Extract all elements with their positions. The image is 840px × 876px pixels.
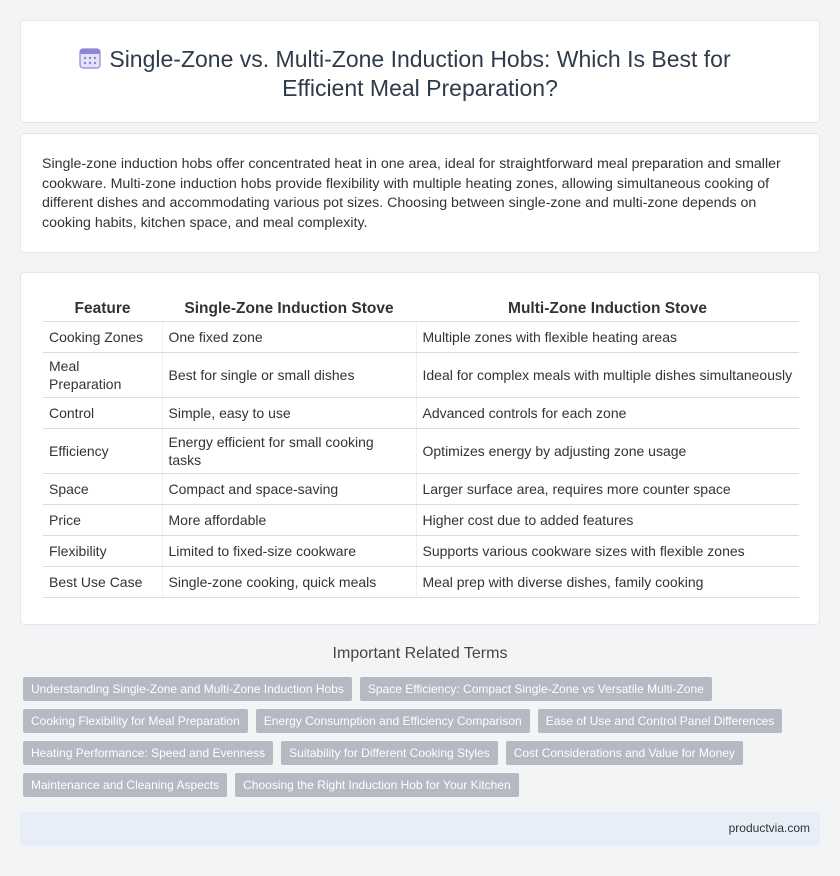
related-term-tag[interactable]: Heating Performance: Speed and Evenness (23, 741, 273, 765)
cell-multi-zone: Meal prep with diverse dishes, family cooking (416, 566, 799, 597)
related-term-tag[interactable]: Cost Considerations and Value for Money (506, 741, 743, 765)
cell-single-zone: More affordable (162, 504, 416, 535)
related-term-tag[interactable]: Space Efficiency: Compact Single-Zone vs Versatile Multi-Zone (360, 677, 712, 701)
header-feature: Feature (43, 295, 162, 321)
footer-site-link[interactable]: productvia.com (728, 821, 810, 835)
footer (20, 812, 820, 846)
comparison-table-card (20, 272, 820, 625)
related-term-tag[interactable]: Choosing the Right Induction Hob for Your Kitchen (235, 773, 519, 797)
cell-feature: Price (43, 504, 162, 535)
title-card (20, 20, 820, 123)
related-term-tag[interactable]: Understanding Single-Zone and Multi-Zone Induction Hobs (23, 677, 352, 701)
tag-row (23, 773, 823, 797)
cell-multi-zone: Multiple zones with flexible heating areas (416, 321, 799, 352)
cell-multi-zone: Supports various cookware sizes with flexible zones (416, 535, 799, 566)
cell-feature: Flexibility (43, 535, 162, 566)
table-row (43, 352, 799, 397)
cell-feature: Meal Preparation (43, 352, 162, 397)
cell-single-zone: One fixed zone (162, 321, 416, 352)
cell-single-zone: Single-zone cooking, quick meals (162, 566, 416, 597)
page-title: Single-Zone vs. Multi-Zone Induction Hobs: Which Is Best for Efficient Meal Preparation? (109, 46, 731, 101)
cell-single-zone: Energy efficient for small cooking tasks (162, 428, 416, 473)
related-term-tag[interactable]: Suitability for Different Cooking Styles (281, 741, 498, 765)
cell-multi-zone: Optimizes energy by adjusting zone usage (416, 428, 799, 473)
cell-multi-zone: Larger surface area, requires more counter space (416, 473, 799, 504)
cell-feature: Control (43, 397, 162, 428)
header-multi-zone: Multi-Zone Induction Stove (416, 295, 799, 321)
related-term-tag[interactable]: Energy Consumption and Efficiency Comparison (256, 709, 530, 733)
header-single-zone: Single-Zone Induction Stove (162, 295, 416, 321)
table-header-row (43, 295, 799, 321)
comparison-table (43, 295, 799, 598)
tag-row (23, 741, 823, 765)
related-terms-title: Important Related Terms (332, 645, 508, 662)
table-row (43, 321, 799, 352)
table-row (43, 504, 799, 535)
table-row (43, 566, 799, 597)
tag-row (23, 677, 823, 701)
cell-single-zone: Simple, easy to use (162, 397, 416, 428)
cell-multi-zone: Advanced controls for each zone (416, 397, 799, 428)
cell-feature: Best Use Case (43, 566, 162, 597)
related-term-tag[interactable]: Cooking Flexibility for Meal Preparation (23, 709, 248, 733)
table-row (43, 397, 799, 428)
related-term-tag[interactable]: Maintenance and Cleaning Aspects (23, 773, 227, 797)
table-row (43, 535, 799, 566)
related-terms-tags (23, 677, 823, 805)
cell-feature: Space (43, 473, 162, 504)
tag-row (23, 709, 823, 733)
cell-multi-zone: Ideal for complex meals with multiple dishes simultaneously (416, 352, 799, 397)
cell-single-zone: Limited to fixed-size cookware (162, 535, 416, 566)
cell-multi-zone: Higher cost due to added features (416, 504, 799, 535)
intro-card (20, 133, 820, 253)
table-row (43, 428, 799, 473)
intro-paragraph: Single-zone induction hobs offer concentrated heat in one area, ideal for straightforward meal preparation and smaller cookware. Multi-zone induction hobs provide flexibility with multiple heating zones, allowing simultaneous cooking of different dishes and accommodating various pot sizes. Choosing between single-zone and multi-zone depends on cooking habits, kitchen space, and meal complexity. (42, 156, 781, 231)
table-row (43, 473, 799, 504)
related-term-tag[interactable]: Ease of Use and Control Panel Differences (538, 709, 783, 733)
cell-single-zone: Best for single or small dishes (162, 352, 416, 397)
cell-feature: Efficiency (43, 428, 162, 473)
cell-single-zone: Compact and space-saving (162, 473, 416, 504)
cell-feature: Cooking Zones (43, 321, 162, 352)
